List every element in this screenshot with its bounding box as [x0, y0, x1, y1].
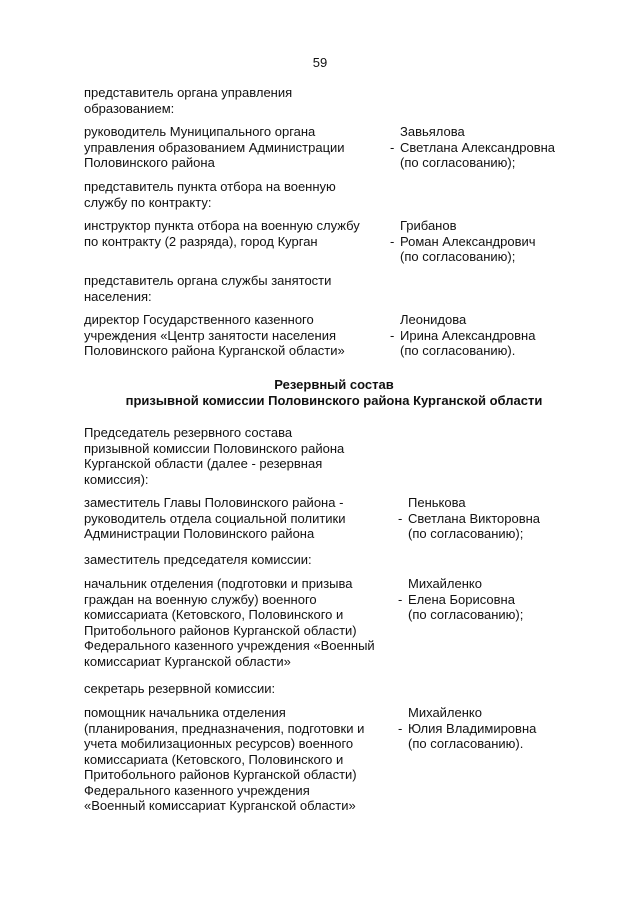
person-name: Завьялова Светлана Александровна (по согласованию); [400, 124, 556, 170]
person-mikhaylenko-yulia [398, 705, 598, 751]
role-department-head: начальник отделения (подготовки и призыва граждан на военную службу) военного комиссариата (Кетовского, Половинского и Притобольного районов Курганской области) Федерального казенного учреждения «Военный комиссариат Курганской области» [84, 576, 375, 669]
role-employment-representative-label: представитель органа службы занятости населения: [84, 273, 332, 304]
person-name: Леонидова Ирина Александровна (по согласованию). [400, 312, 536, 358]
person-zavyalova [390, 124, 590, 170]
role-recruitment-point-representative-label: представитель пункта отбора на военную службу по контракту: [84, 179, 336, 210]
role-education-representative-label: представитель органа управления образованием: [84, 85, 293, 116]
person-name: Пенькова Светлана Викторовна (по согласованию); [408, 495, 541, 541]
person-mikhaylenko-elena [398, 576, 598, 622]
member-dash: - [390, 327, 395, 343]
person-gribanov [390, 218, 590, 264]
heading-line-2: призывной комиссии Половинского района Курганской области [125, 393, 543, 408]
role-assistant-department-head: помощник начальника отделения (планирования, предназначения, подготовки и учета мобилизационных ресурсов) военного комиссариата (Кетовского, Половинского и Притобольного районов Курганской области) Федерального казенного учреждения «Военный комиссариат Курганской области» [84, 705, 365, 813]
role-recruitment-instructor: инструктор пункта отбора на военную службу по контракту (2 разряда), город Курган [84, 218, 360, 249]
member-dash: - [398, 510, 403, 526]
role-secretary-label: секретарь резервной комиссии: [84, 681, 276, 696]
page-number: 59 [312, 55, 328, 70]
role-reserve-chairman-label: Председатель резервного состава призывной комиссии Половинского района Курганской области (далее - резервная комиссия): [84, 425, 345, 487]
person-name: Михайленко Юлия Владимировна (по согласованию). [408, 705, 537, 751]
role-education-head: руководитель Муниципального органа управления образованием Администрации Половинского района [84, 124, 345, 170]
person-name: Михайленко Елена Борисовна (по согласованию); [408, 576, 524, 622]
person-leonidova [390, 312, 590, 358]
member-dash: - [390, 139, 395, 155]
person-penkova [398, 495, 598, 541]
role-deputy-chairman-label: заместитель председателя комиссии: [84, 552, 312, 567]
heading-line-1: Резервный состав [274, 377, 394, 392]
person-name: Грибанов Роман Александрович (по согласованию); [400, 218, 536, 264]
member-dash: - [398, 720, 403, 736]
role-deputy-head-district: заместитель Главы Половинского района - руководитель отдела социальной политики Администрации Половинского района [84, 495, 346, 541]
member-dash: - [390, 233, 395, 249]
member-dash: - [398, 591, 403, 607]
role-employment-director: директор Государственного казенного учреждения «Центр занятости населения Половинского района Курганской области» [84, 312, 345, 358]
reserve-composition-heading [84, 377, 584, 409]
